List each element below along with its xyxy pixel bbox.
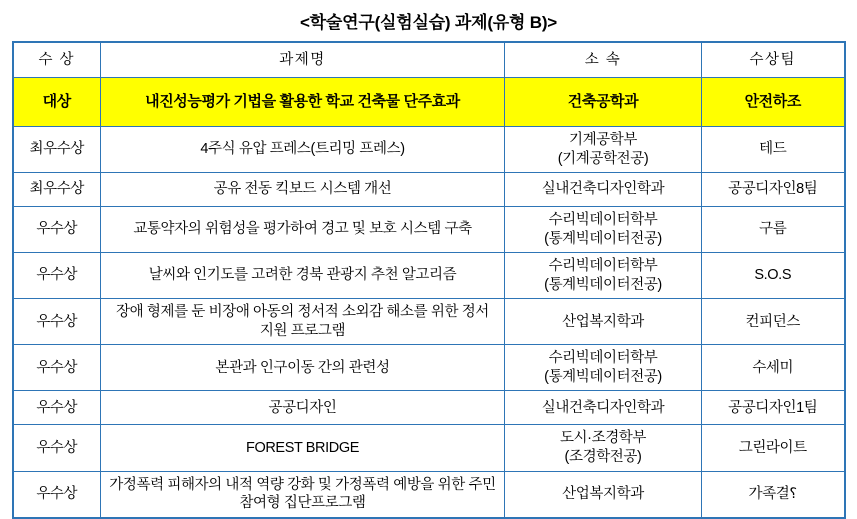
cell-team: 안전하조	[702, 78, 845, 127]
award-table	[12, 41, 846, 519]
table-row	[13, 253, 845, 299]
table-row	[13, 425, 845, 471]
cell-team: 컨피던스	[702, 299, 845, 345]
cell-project: 교통약자의 위험성을 평가하여 경고 및 보호 시스템 구축	[101, 207, 505, 253]
cell-department: 실내건축디자인학과	[505, 391, 702, 425]
table-row	[13, 173, 845, 207]
table-header-row	[13, 42, 845, 78]
cell-department: 산업복지학과	[505, 471, 702, 518]
cell-award: 최우수상	[13, 173, 101, 207]
cell-award: 우수상	[13, 207, 101, 253]
column-header-team: 수상팀	[702, 42, 845, 78]
cell-award: 우수상	[13, 253, 101, 299]
table-row	[13, 471, 845, 518]
cell-project: 날씨와 인기도를 고려한 경북 관광지 추천 알고리즘	[101, 253, 505, 299]
cell-department: 건축공학과	[505, 78, 702, 127]
cell-department: 수리빅데이터학부 (통계빅데이터전공)	[505, 253, 702, 299]
table-row	[13, 207, 845, 253]
cell-project: 장애 형제를 둔 비장애 아동의 정서적 소외감 해소를 위한 정서 지원 프로그램	[101, 299, 505, 345]
cell-project: 공유 전동 킥보드 시스템 개선	[101, 173, 505, 207]
cell-department: 수리빅데이터학부 (통계빅데이터전공)	[505, 207, 702, 253]
table-row	[13, 391, 845, 425]
cell-award: 우수상	[13, 425, 101, 471]
cell-project: 공공디자인	[101, 391, 505, 425]
cell-team: 그린라이트	[702, 425, 845, 471]
cell-department: 기계공학부 (기계공학전공)	[505, 127, 702, 173]
cell-award: 최우수상	[13, 127, 101, 173]
column-header-award: 수 상	[13, 42, 101, 78]
page-title: <학술연구(실험실습) 과제(유형 B)>	[299, 13, 558, 32]
cell-award: 우수상	[13, 345, 101, 391]
cell-department: 도시·조경학부 (조경학전공)	[505, 425, 702, 471]
cell-team: 공공디자인1팀	[702, 391, 845, 425]
cell-award: 우수상	[13, 471, 101, 518]
cell-award: 우수상	[13, 391, 101, 425]
cell-project: 내진성능평가 기법을 활용한 학교 건축물 단주효과	[101, 78, 505, 127]
cell-project: 가정폭력 피해자의 내적 역량 강화 및 가정폭력 예방을 위한 주민 참여형 집단프로그램	[101, 471, 505, 518]
table-header	[13, 42, 845, 78]
cell-team: 수세미	[702, 345, 845, 391]
table-row	[13, 78, 845, 127]
cell-team: S.O.S	[702, 253, 845, 299]
cell-award: 우수상	[13, 299, 101, 345]
column-header-project: 과제명	[101, 42, 505, 78]
cell-team: 가족결؟	[702, 471, 845, 518]
cell-team: 테드	[702, 127, 845, 173]
table-row	[13, 299, 845, 345]
cell-department: 산업복지학과	[505, 299, 702, 345]
column-header-department: 소 속	[505, 42, 702, 78]
cell-project: 본관과 인구이동 간의 관련성	[101, 345, 505, 391]
cell-award: 대상	[13, 78, 101, 127]
table-row	[13, 127, 845, 173]
cell-team: 구름	[702, 207, 845, 253]
cell-team: 공공디자인8팀	[702, 173, 845, 207]
table-body	[13, 78, 845, 518]
table-row	[13, 345, 845, 391]
cell-department: 수리빅데이터학부 (통계빅데이터전공)	[505, 345, 702, 391]
cell-project: 4주식 유압 프레스(트리밍 프레스)	[101, 127, 505, 173]
cell-department: 실내건축디자인학과	[505, 173, 702, 207]
cell-project: FOREST BRIDGE	[101, 425, 505, 471]
